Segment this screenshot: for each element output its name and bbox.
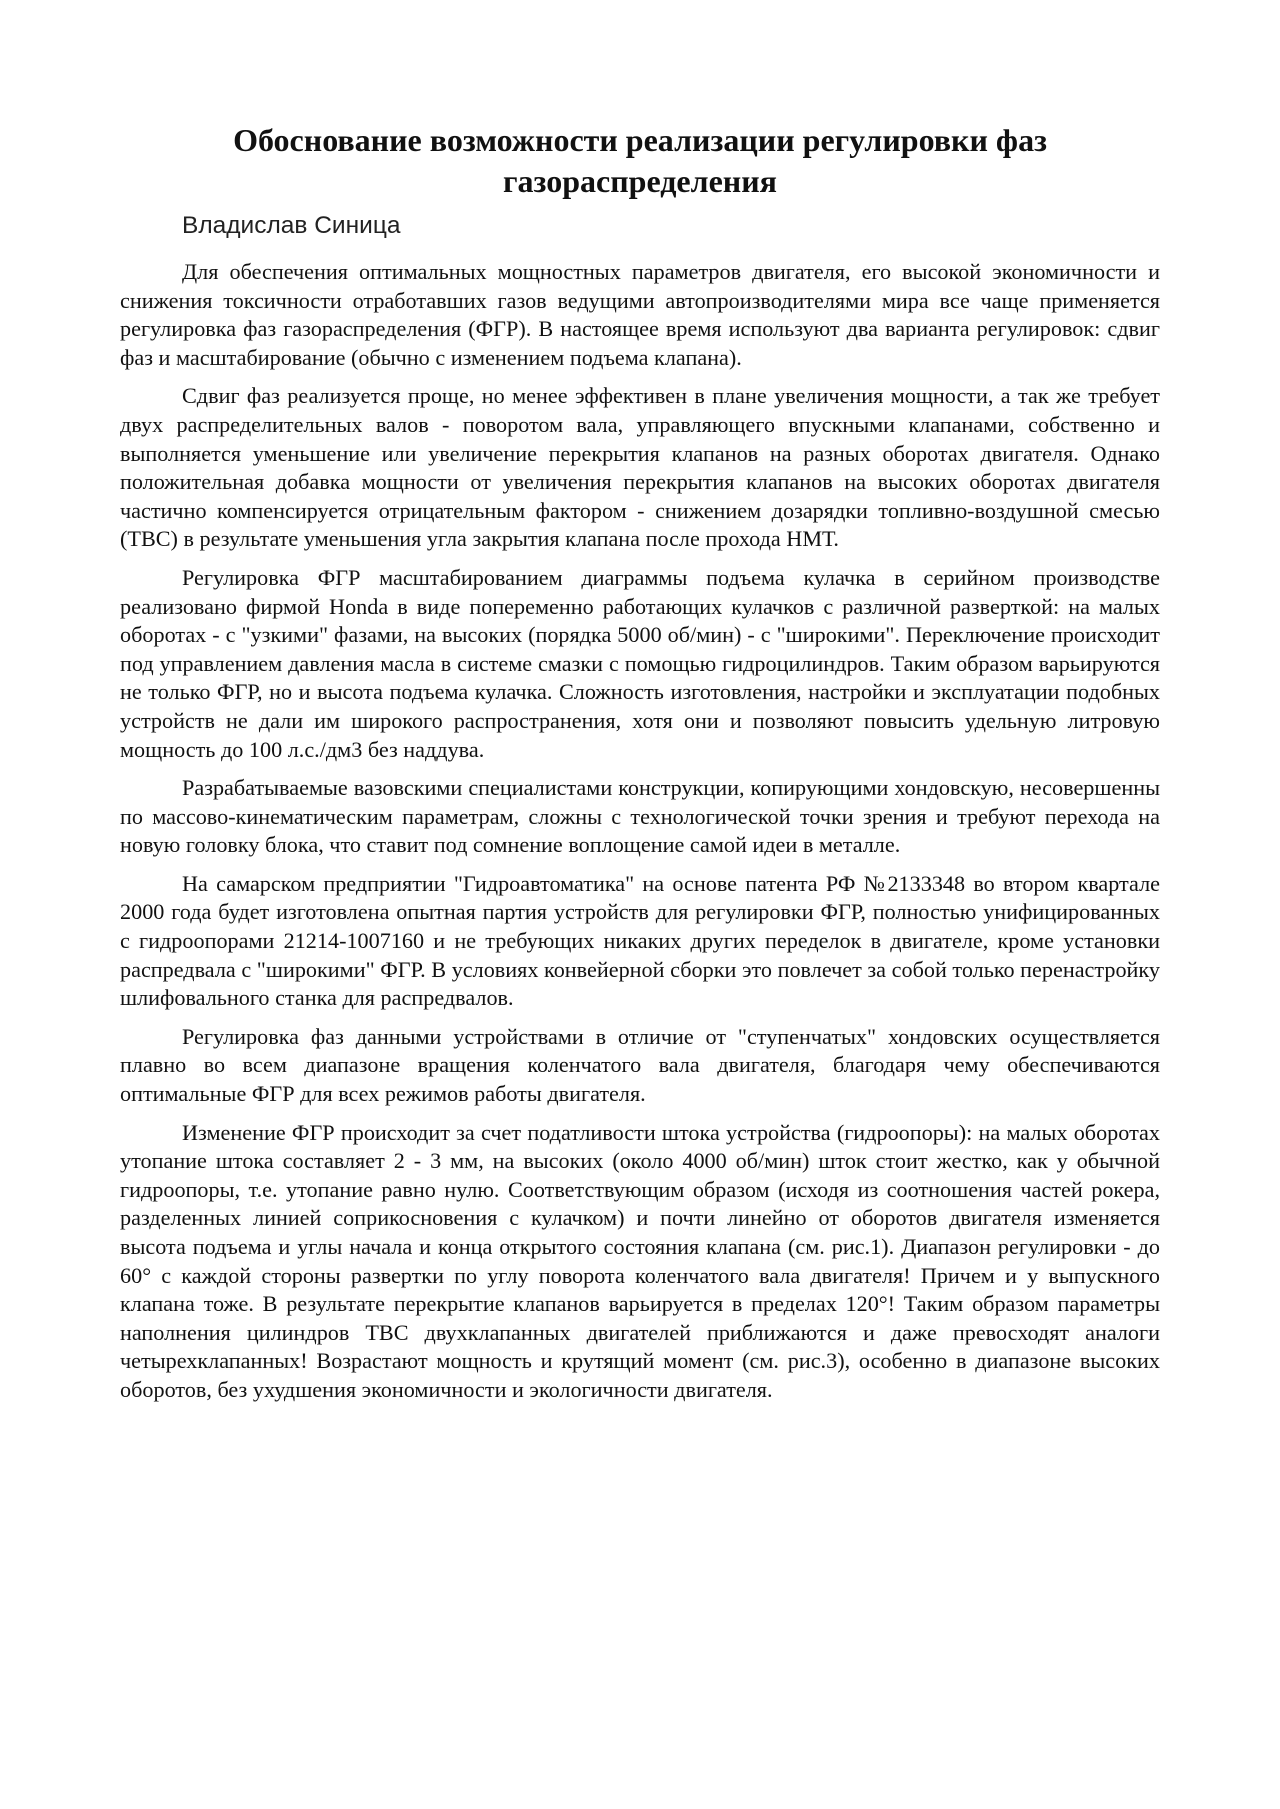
paragraph-3: Регулировка ФГР масштабированием диаграммы подъема кулачка в серийном производстве реализовано фирмой Honda в виде попеременно работающих кулачков с различной разверткой: на малых оборотах - с "узкими" фазами, на высоких (порядка 5000 об/мин) - с "широкими". Переключение происходит под управлением давления масла в системе смазки с помощью гидроцилиндров. Таким образом варьируются не только ФГР, но и высота подъема кулачка. Сложность изготовления, настройки и эксплуатации подобных устройств не дали им широкого распространения, хотя они и позволяют повысить удельную литровую мощность до 100 л.с./дм3 без наддува. xyxy=(120,564,1160,762)
paragraph-5: На самарском предприятии "Гидроавтоматика" на основе патента РФ №2133348 во втором квартале 2000 года будет изготовлена опытная партия устройств для регулировки ФГР, полностью унифицированных с гидроопорами 21214-1007160 и не требующих никаких других переделок в двигателе, кроме установки распредвала с "широкими" ФГР. В условиях конвейерной сборки это повлечет за собой только перенастройку шлифовального станка для распредвалов. xyxy=(120,870,1160,1011)
paragraph-7: Изменение ФГР происходит за счет податливости штока устройства (гидроопоры): на малых оборотах утопание штока составляет 2 - 3 мм, на высоких (около 4000 об/мин) шток стоит жестко, как у обычной гидроопоры, т.е. утопание равно нулю. Соответствующим образом (исходя из соотношения частей рокера, разделенных линией соприкосновения с кулачком) и почти линейно от оборотов двигателя изменяется высота подъема и углы начала и конца открытого состояния клапана (см. рис.1). Диапазон регулировки - до 60° с каждой стороны развертки по углу поворота коленчатого вала двигателя! Причем и у выпускного клапана тоже. В результате перекрытие клапанов варьируется в пределах 120°! Таким образом параметры наполнения цилиндров ТВС двухклапанных двигателей приближаются и даже превосходят аналоги четырехклапанных! Возрастают мощность и крутящий момент (см. рис.3), особенно в диапазоне высоких оборотов, без ухудшения экономичности и экологичности двигателя. xyxy=(120,1119,1160,1402)
document-body xyxy=(120,258,1160,1415)
author-name: Владислав Синица xyxy=(182,212,401,239)
paragraph-2: Сдвиг фаз реализуется проще, но менее эффективен в плане увеличения мощности, а так же требует двух распределительных валов - поворотом вала, управляющего впускными клапанами, собственно и выполняется уменьшение или увеличение перекрытия клапанов на разных оборотах двигателя. Однако положительная добавка мощности от увеличения перекрытия клапанов на высоких оборотах двигателя частично компенсируется отрицательным фактором - снижением дозарядки топливно-воздушной смесью (ТВС) в результате уменьшения угла закрытия клапана после прохода НМТ. xyxy=(120,383,1160,552)
document-title: Обоснование возможности реализации регулировки фаз газораспределения xyxy=(233,122,1047,199)
paragraph-4: Разрабатываемые вазовскими специалистами конструкции, копирующими хондовскую, несовершенны по массово-кинематическим параметрам, сложны с технологической точки зрения и требуют перехода на новую головку блока, что ставит под сомнение воплощение самой идеи в металле. xyxy=(120,775,1160,858)
paragraph-1: Для обеспечения оптимальных мощностных параметров двигателя, его высокой экономичности и снижения токсичности отработавших газов ведущими автопроизводителями мира все чаще применяется регулировка фаз газораспределения (ФГР). В настоящее время используют два варианта регулировок: сдвиг фаз и масштабирование (обычно с изменением подъема клапана). xyxy=(120,259,1160,370)
paragraph-6: Регулировка фаз данными устройствами в отличие от "ступенчатых" хондовских осуществляется плавно во всем диапазоне вращения коленчатого вала двигателя, благодаря чему обеспечиваются оптимальные ФГР для всех режимов работы двигателя. xyxy=(120,1023,1160,1107)
